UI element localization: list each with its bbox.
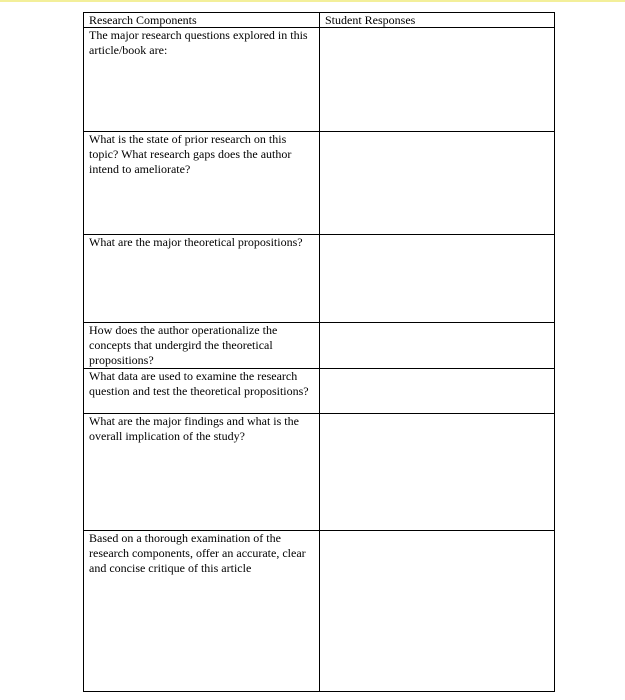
top-border-line — [0, 0, 625, 2]
component-prompt: How does the author operationalize the concepts that undergird the theoretical propositions? — [89, 323, 278, 367]
response-cell[interactable] — [320, 323, 555, 369]
table-row — [84, 235, 555, 323]
response-cell[interactable] — [320, 531, 555, 692]
table-row — [84, 132, 555, 235]
component-cell — [84, 414, 320, 531]
component-prompt: What are the major theoretical propositions? — [89, 235, 303, 249]
table-row — [84, 414, 555, 531]
component-cell — [84, 369, 320, 414]
component-prompt: What is the state of prior research on this topic? What research gaps does the author intend to ameliorate? — [89, 132, 292, 176]
component-cell — [84, 28, 320, 132]
header-student-responses: Student Responses — [320, 13, 555, 28]
component-prompt: What data are used to examine the research question and test the theoretical propositions? — [89, 369, 309, 398]
table-header-row — [84, 13, 555, 28]
component-prompt: The major research questions explored in this article/book are: — [89, 28, 308, 57]
response-cell[interactable] — [320, 132, 555, 235]
research-components-table — [83, 12, 555, 692]
component-cell — [84, 132, 320, 235]
table-row — [84, 28, 555, 132]
component-prompt: What are the major findings and what is the overall implication of the study? — [89, 414, 299, 443]
component-cell — [84, 323, 320, 369]
response-cell[interactable] — [320, 369, 555, 414]
component-cell — [84, 235, 320, 323]
response-cell[interactable] — [320, 235, 555, 323]
response-cell[interactable] — [320, 414, 555, 531]
table-row — [84, 323, 555, 369]
table-row — [84, 531, 555, 692]
component-prompt: Based on a thorough examination of the research components, offer an accurate, clear and concise critique of this article — [89, 531, 306, 575]
table-row — [84, 369, 555, 414]
component-cell — [84, 531, 320, 692]
header-research-components: Research Components — [84, 13, 320, 28]
response-cell[interactable] — [320, 28, 555, 132]
